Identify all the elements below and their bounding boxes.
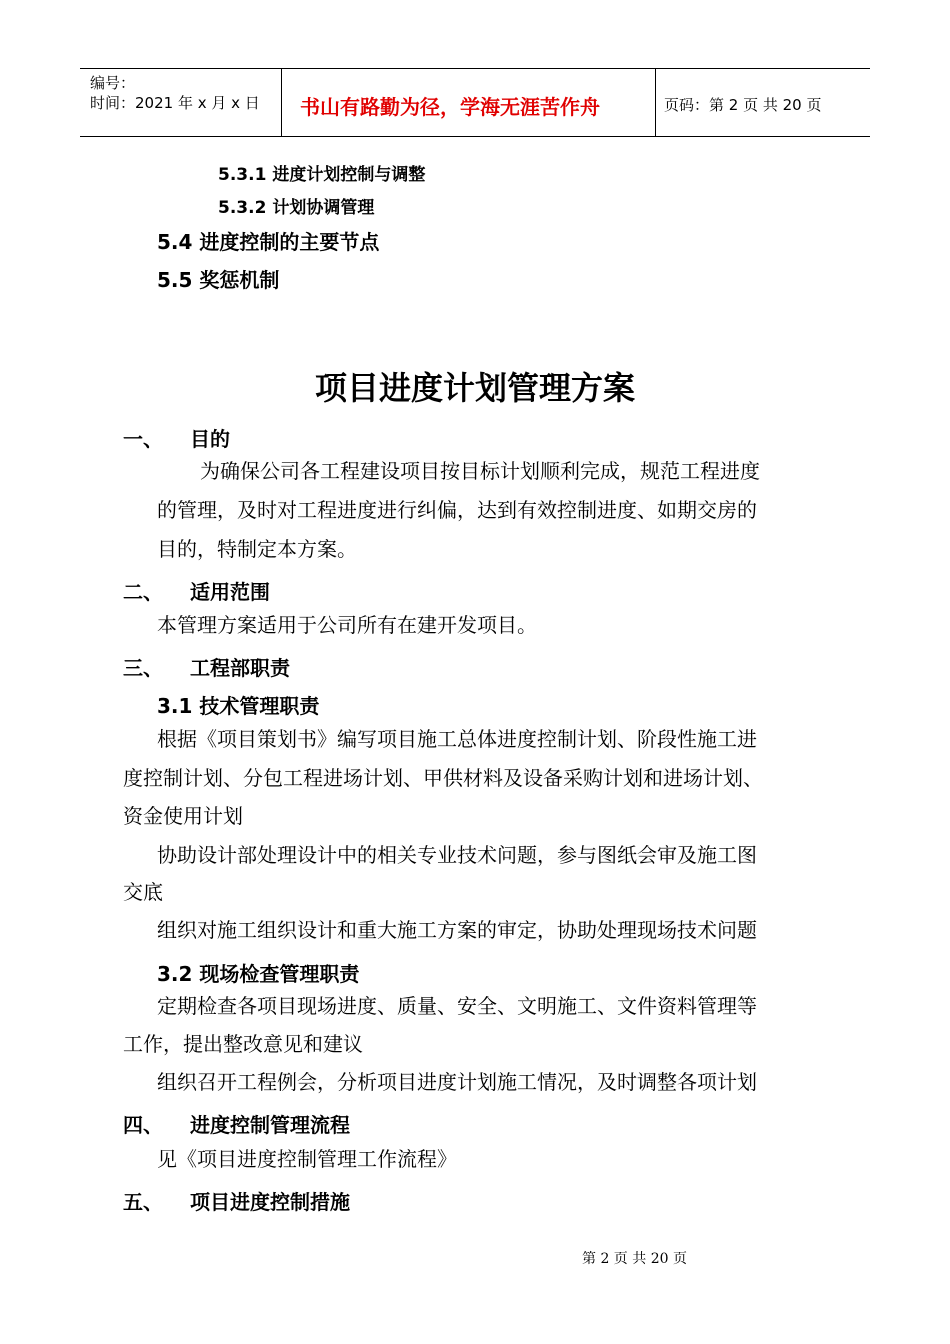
paragraph-line: 交底 bbox=[123, 880, 163, 904]
header-bottom-rule bbox=[80, 136, 870, 137]
header-motto: 书山有路勤为径，学海无涯苦作舟 bbox=[300, 95, 600, 119]
toc-item-5-5: 5.5 奖惩机制 bbox=[157, 268, 280, 292]
paragraph-line: 资金使用计划 bbox=[123, 804, 243, 828]
paragraph-line: 定期检查各项目现场进度、质量、安全、文明施工、文件资料管理等 bbox=[157, 994, 757, 1018]
toc-item-5-3-1: 5.3.1 进度计划控制与调整 bbox=[218, 165, 426, 185]
section-number: 四、 bbox=[123, 1113, 163, 1137]
header-date-label: 时间：2021 年 x 月 x 日 bbox=[90, 94, 260, 112]
subsection-heading: 3.2 现场检查管理职责 bbox=[157, 962, 360, 986]
section-number: 二、 bbox=[123, 580, 163, 604]
paragraph-line: 的管理，及时对工程进度进行纠偏，达到有效控制进度、如期交房的 bbox=[157, 498, 757, 522]
header-top-rule bbox=[80, 68, 870, 69]
toc-item-5-3-2: 5.3.2 计划协调管理 bbox=[218, 198, 375, 218]
paragraph-line: 度控制计划、分包工程进场计划、甲供材料及设备采购计划和进场计划、 bbox=[123, 766, 763, 790]
section-heading: 进度控制管理流程 bbox=[190, 1113, 350, 1137]
paragraph-line: 协助设计部处理设计中的相关专业技术问题，参与图纸会审及施工图 bbox=[157, 843, 757, 867]
section-heading: 工程部职责 bbox=[190, 656, 290, 680]
paragraph-line: 本管理方案适用于公司所有在建开发项目。 bbox=[157, 613, 537, 637]
paragraph-line: 见《项目进度控制管理工作流程》 bbox=[157, 1147, 457, 1171]
paragraph-line: 组织对施工组织设计和重大施工方案的审定，协助处理现场技术问题 bbox=[157, 918, 757, 942]
paragraph-line: 目的，特制定本方案。 bbox=[157, 537, 357, 561]
section-heading: 项目进度控制措施 bbox=[190, 1190, 350, 1214]
header-code-label: 编号： bbox=[90, 74, 136, 92]
header-divider bbox=[655, 68, 656, 137]
page-footer: 第 2 页 共 20 页 bbox=[582, 1251, 687, 1267]
header-divider bbox=[281, 68, 282, 137]
header-page-label: 页码：第 2 页 共 20 页 bbox=[664, 96, 822, 114]
section-heading: 适用范围 bbox=[190, 580, 270, 604]
toc-item-5-4: 5.4 进度控制的主要节点 bbox=[157, 230, 380, 254]
paragraph-line: 为确保公司各工程建设项目按目标计划顺利完成，规范工程进度 bbox=[200, 459, 760, 483]
paragraph-line: 工作，提出整改意见和建议 bbox=[123, 1032, 363, 1056]
paragraph-line: 根据《项目策划书》编写项目施工总体进度控制计划、阶段性施工进 bbox=[157, 727, 757, 751]
document-title: 项目进度计划管理方案 bbox=[314, 369, 635, 407]
subsection-heading: 3.1 技术管理职责 bbox=[157, 694, 320, 718]
section-heading: 目的 bbox=[190, 427, 230, 451]
paragraph-line: 组织召开工程例会，分析项目进度计划施工情况，及时调整各项计划 bbox=[157, 1070, 757, 1094]
section-number: 五、 bbox=[123, 1190, 163, 1214]
section-number: 三、 bbox=[123, 656, 163, 680]
section-number: 一、 bbox=[123, 427, 163, 451]
